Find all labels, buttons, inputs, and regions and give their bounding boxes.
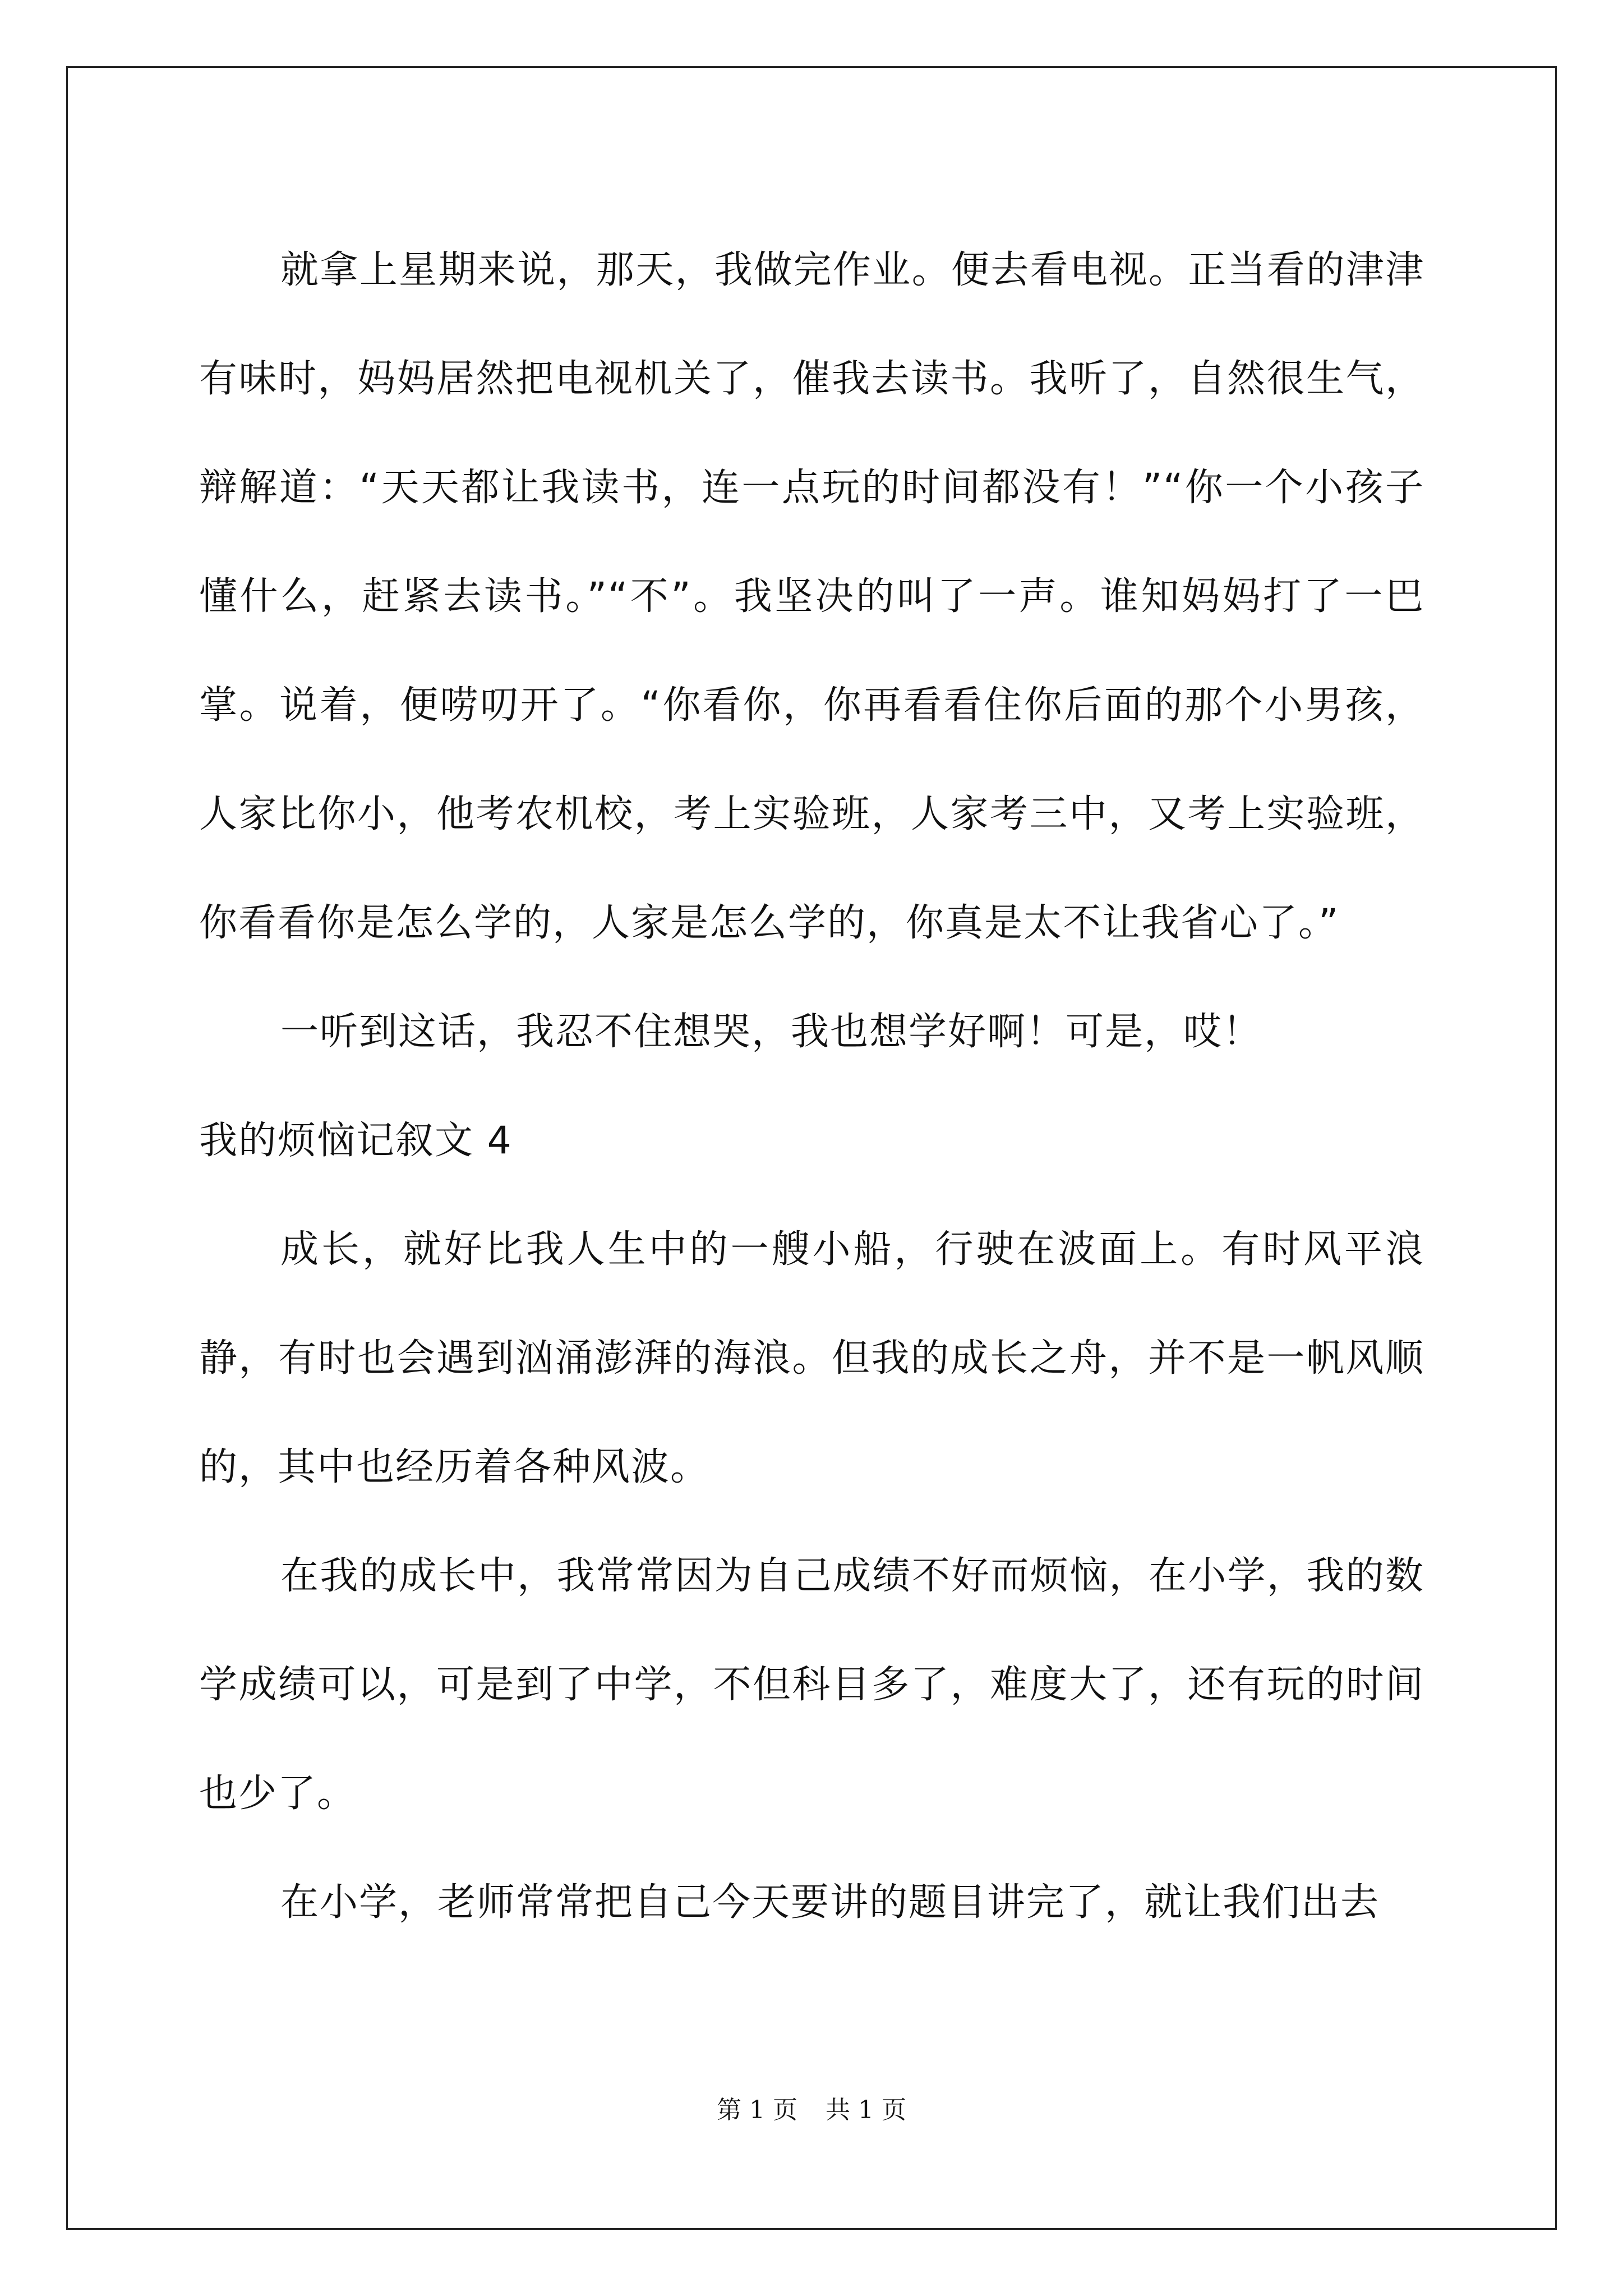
paragraph-5: 在小学，老师常常把自己今天要讲的题目讲完了，就让我们出去 bbox=[280, 1880, 1380, 1925]
paragraph-2: 一听到这话，我忍不住想哭，我也想学好啊！可是，哎！ bbox=[280, 1010, 1262, 1054]
document-body bbox=[199, 216, 1424, 1957]
section-heading: 我的烦恼记叙文 4 bbox=[199, 1119, 513, 1163]
page-total: 共 1 页 bbox=[826, 2096, 906, 2124]
page-number: 第 1 页 bbox=[717, 2096, 797, 2124]
page-footer bbox=[0, 2090, 1623, 2125]
paragraph-4: 在我的成长中，我常常因为自己成绩不好而烦恼，在小学，我的数学成绩可以，可是到了中学，不但科目多了，难度大了，还有玩的时间也少了。 bbox=[199, 1554, 1424, 1816]
paragraph-1: 就拿上星期来说，那天，我做完作业。便去看电视。正当看的津津有味时，妈妈居然把电视机关了，催我去读书。我听了，自然很生气，辩解道：“天天都让我读书，连一点玩的时间都没有！”“你一个小孩子懂什么，赶紧去读书。”“不”。我坚决的叫了一声。谁知妈妈打了一巴掌。说着，便唠叨开了。“你看你，你再看看住你后面的那个小男孩，人家比你小，他考农机校，考上实验班，人家考三中，又考上实验班，你看看你是怎么学的，人家是怎么学的，你真是太不让我省心了。” bbox=[199, 248, 1424, 945]
paragraph-3: 成长，就好比我人生中的一艘小船，行驶在波面上。有时风平浪静，有时也会遇到汹涌澎湃的海浪。但我的成长之舟，并不是一帆风顺的，其中也经历着各种风波。 bbox=[199, 1227, 1424, 1489]
